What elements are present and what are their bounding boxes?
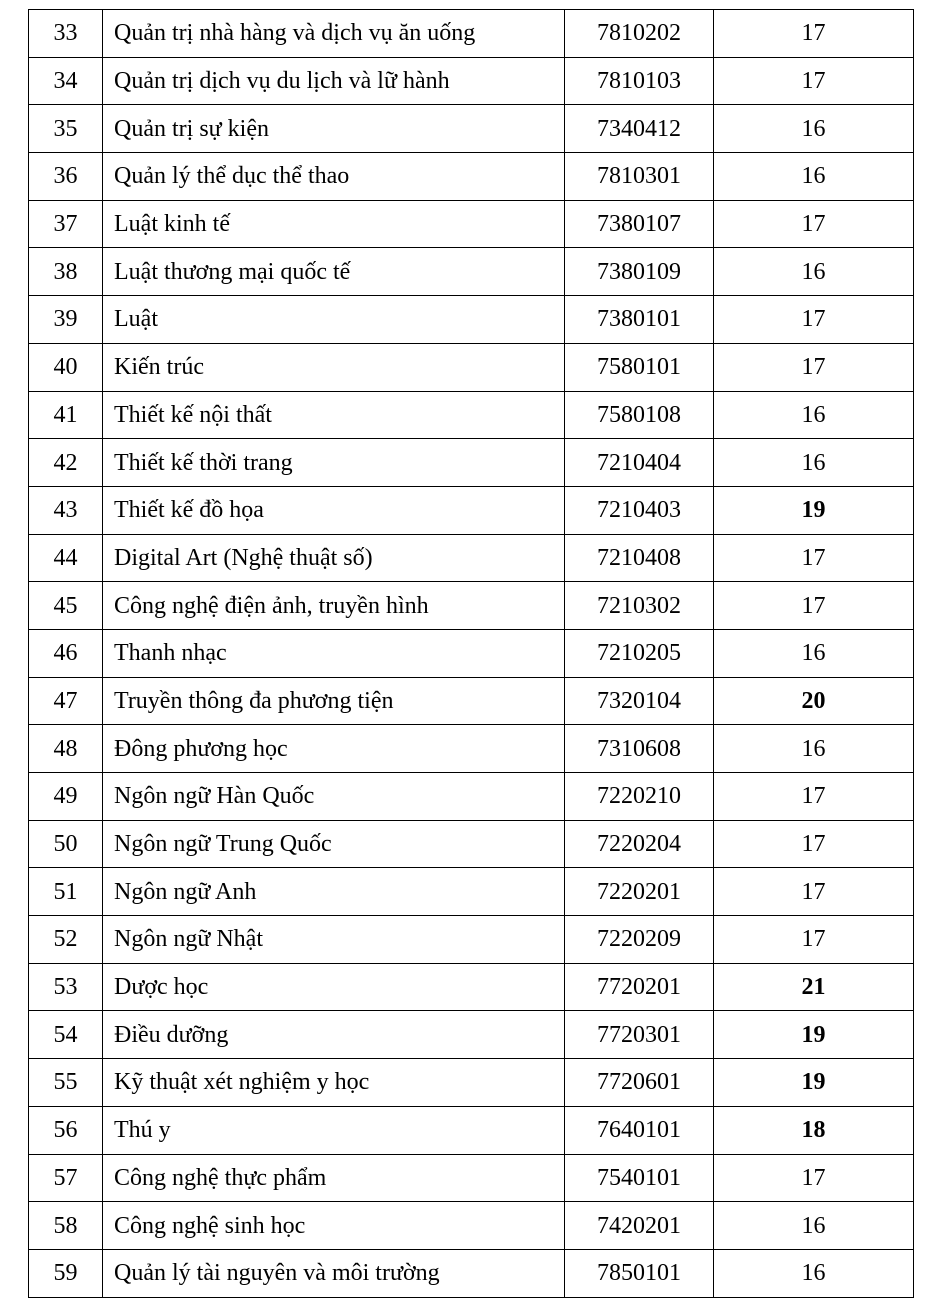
major-code-cell: 7580108 <box>565 391 714 439</box>
major-name-cell: Quản trị nhà hàng và dịch vụ ăn uống <box>103 10 565 58</box>
cutoff-score-cell: 16 <box>714 153 914 201</box>
table-row <box>29 629 914 677</box>
major-code-cell: 7320104 <box>565 677 714 725</box>
row-number-cell: 46 <box>29 629 103 677</box>
row-number-cell: 53 <box>29 963 103 1011</box>
row-number-cell: 40 <box>29 343 103 391</box>
major-code-cell: 7220210 <box>565 773 714 821</box>
major-code-cell: 7580101 <box>565 343 714 391</box>
major-name-cell: Thiết kế thời trang <box>103 439 565 487</box>
table-row <box>29 296 914 344</box>
row-number-cell: 50 <box>29 820 103 868</box>
row-number-cell: 58 <box>29 1202 103 1250</box>
table-row <box>29 725 914 773</box>
cutoff-score-cell: 18 <box>714 1106 914 1154</box>
row-number-cell: 56 <box>29 1106 103 1154</box>
cutoff-score-cell: 17 <box>714 916 914 964</box>
table-row <box>29 1154 914 1202</box>
major-code-cell: 7340412 <box>565 105 714 153</box>
major-code-cell: 7540101 <box>565 1154 714 1202</box>
row-number-cell: 54 <box>29 1011 103 1059</box>
major-name-cell: Thiết kế đồ họa <box>103 486 565 534</box>
major-code-cell: 7220201 <box>565 868 714 916</box>
cutoff-score-cell: 17 <box>714 534 914 582</box>
major-code-cell: 7220209 <box>565 916 714 964</box>
major-name-cell: Luật thương mại quốc tế <box>103 248 565 296</box>
row-number-cell: 41 <box>29 391 103 439</box>
major-name-cell: Luật kinh tế <box>103 200 565 248</box>
table-row <box>29 1106 914 1154</box>
major-code-cell: 7720301 <box>565 1011 714 1059</box>
major-name-cell: Đông phương học <box>103 725 565 773</box>
table-row <box>29 963 914 1011</box>
table-row <box>29 391 914 439</box>
cutoff-score-cell: 16 <box>714 629 914 677</box>
major-name-cell: Ngôn ngữ Hàn Quốc <box>103 773 565 821</box>
table-row <box>29 343 914 391</box>
major-code-cell: 7210404 <box>565 439 714 487</box>
major-name-cell: Thiết kế nội thất <box>103 391 565 439</box>
row-number-cell: 38 <box>29 248 103 296</box>
cutoff-score-cell: 17 <box>714 820 914 868</box>
major-code-cell: 7720601 <box>565 1059 714 1107</box>
row-number-cell: 52 <box>29 916 103 964</box>
cutoff-score-cell: 17 <box>714 296 914 344</box>
major-name-cell: Digital Art (Nghệ thuật số) <box>103 534 565 582</box>
row-number-cell: 47 <box>29 677 103 725</box>
table-row <box>29 820 914 868</box>
major-name-cell: Quản trị sự kiện <box>103 105 565 153</box>
major-name-cell: Thú y <box>103 1106 565 1154</box>
cutoff-score-cell: 17 <box>714 582 914 630</box>
major-name-cell: Công nghệ sinh học <box>103 1202 565 1250</box>
major-code-cell: 7210302 <box>565 582 714 630</box>
major-name-cell: Thanh nhạc <box>103 629 565 677</box>
table-row <box>29 57 914 105</box>
admission-score-table <box>28 9 914 1298</box>
major-name-cell: Kỹ thuật xét nghiệm y học <box>103 1059 565 1107</box>
row-number-cell: 34 <box>29 57 103 105</box>
table-row <box>29 1059 914 1107</box>
major-code-cell: 7210205 <box>565 629 714 677</box>
major-code-cell: 7310608 <box>565 725 714 773</box>
cutoff-score-cell: 17 <box>714 200 914 248</box>
row-number-cell: 57 <box>29 1154 103 1202</box>
cutoff-score-cell: 16 <box>714 391 914 439</box>
major-name-cell: Truyền thông đa phương tiện <box>103 677 565 725</box>
major-name-cell: Kiến trúc <box>103 343 565 391</box>
table-body <box>29 10 914 1298</box>
row-number-cell: 43 <box>29 486 103 534</box>
major-code-cell: 7720201 <box>565 963 714 1011</box>
major-code-cell: 7380101 <box>565 296 714 344</box>
row-number-cell: 49 <box>29 773 103 821</box>
table-row <box>29 677 914 725</box>
row-number-cell: 37 <box>29 200 103 248</box>
major-name-cell: Điều dưỡng <box>103 1011 565 1059</box>
cutoff-score-cell: 16 <box>714 248 914 296</box>
major-code-cell: 7810301 <box>565 153 714 201</box>
major-code-cell: 7420201 <box>565 1202 714 1250</box>
major-name-cell: Quản lý tài nguyên và môi trường <box>103 1249 565 1297</box>
row-number-cell: 44 <box>29 534 103 582</box>
cutoff-score-cell: 19 <box>714 1011 914 1059</box>
row-number-cell: 39 <box>29 296 103 344</box>
major-name-cell: Luật <box>103 296 565 344</box>
row-number-cell: 59 <box>29 1249 103 1297</box>
row-number-cell: 42 <box>29 439 103 487</box>
table-row <box>29 153 914 201</box>
table-row <box>29 773 914 821</box>
table-row <box>29 868 914 916</box>
major-code-cell: 7810103 <box>565 57 714 105</box>
cutoff-score-cell: 17 <box>714 868 914 916</box>
cutoff-score-cell: 16 <box>714 1202 914 1250</box>
cutoff-score-cell: 17 <box>714 10 914 58</box>
cutoff-score-cell: 21 <box>714 963 914 1011</box>
table-row <box>29 486 914 534</box>
major-code-cell: 7380109 <box>565 248 714 296</box>
cutoff-score-cell: 19 <box>714 1059 914 1107</box>
table-row <box>29 1202 914 1250</box>
cutoff-score-cell: 16 <box>714 439 914 487</box>
table-row <box>29 1011 914 1059</box>
major-code-cell: 7210408 <box>565 534 714 582</box>
row-number-cell: 33 <box>29 10 103 58</box>
row-number-cell: 45 <box>29 582 103 630</box>
major-code-cell: 7640101 <box>565 1106 714 1154</box>
major-code-cell: 7380107 <box>565 200 714 248</box>
cutoff-score-cell: 17 <box>714 773 914 821</box>
major-name-cell: Công nghệ thực phẩm <box>103 1154 565 1202</box>
major-code-cell: 7210403 <box>565 486 714 534</box>
cutoff-score-cell: 17 <box>714 1154 914 1202</box>
table-row <box>29 200 914 248</box>
major-name-cell: Ngôn ngữ Trung Quốc <box>103 820 565 868</box>
cutoff-score-cell: 17 <box>714 343 914 391</box>
table-row <box>29 1249 914 1297</box>
cutoff-score-cell: 16 <box>714 725 914 773</box>
major-code-cell: 7220204 <box>565 820 714 868</box>
table-row <box>29 10 914 58</box>
cutoff-score-cell: 16 <box>714 105 914 153</box>
table-row <box>29 582 914 630</box>
major-name-cell: Quản lý thể dục thể thao <box>103 153 565 201</box>
major-name-cell: Ngôn ngữ Nhật <box>103 916 565 964</box>
row-number-cell: 55 <box>29 1059 103 1107</box>
table-row <box>29 534 914 582</box>
row-number-cell: 35 <box>29 105 103 153</box>
cutoff-score-cell: 17 <box>714 57 914 105</box>
cutoff-score-cell: 16 <box>714 1249 914 1297</box>
major-name-cell: Công nghệ điện ảnh, truyền hình <box>103 582 565 630</box>
cutoff-score-cell: 19 <box>714 486 914 534</box>
major-code-cell: 7850101 <box>565 1249 714 1297</box>
row-number-cell: 36 <box>29 153 103 201</box>
table-row <box>29 105 914 153</box>
table-row <box>29 916 914 964</box>
row-number-cell: 51 <box>29 868 103 916</box>
major-name-cell: Ngôn ngữ Anh <box>103 868 565 916</box>
cutoff-score-cell: 20 <box>714 677 914 725</box>
table-row <box>29 248 914 296</box>
major-name-cell: Quản trị dịch vụ du lịch và lữ hành <box>103 57 565 105</box>
table-row <box>29 439 914 487</box>
row-number-cell: 48 <box>29 725 103 773</box>
major-code-cell: 7810202 <box>565 10 714 58</box>
major-name-cell: Dược học <box>103 963 565 1011</box>
